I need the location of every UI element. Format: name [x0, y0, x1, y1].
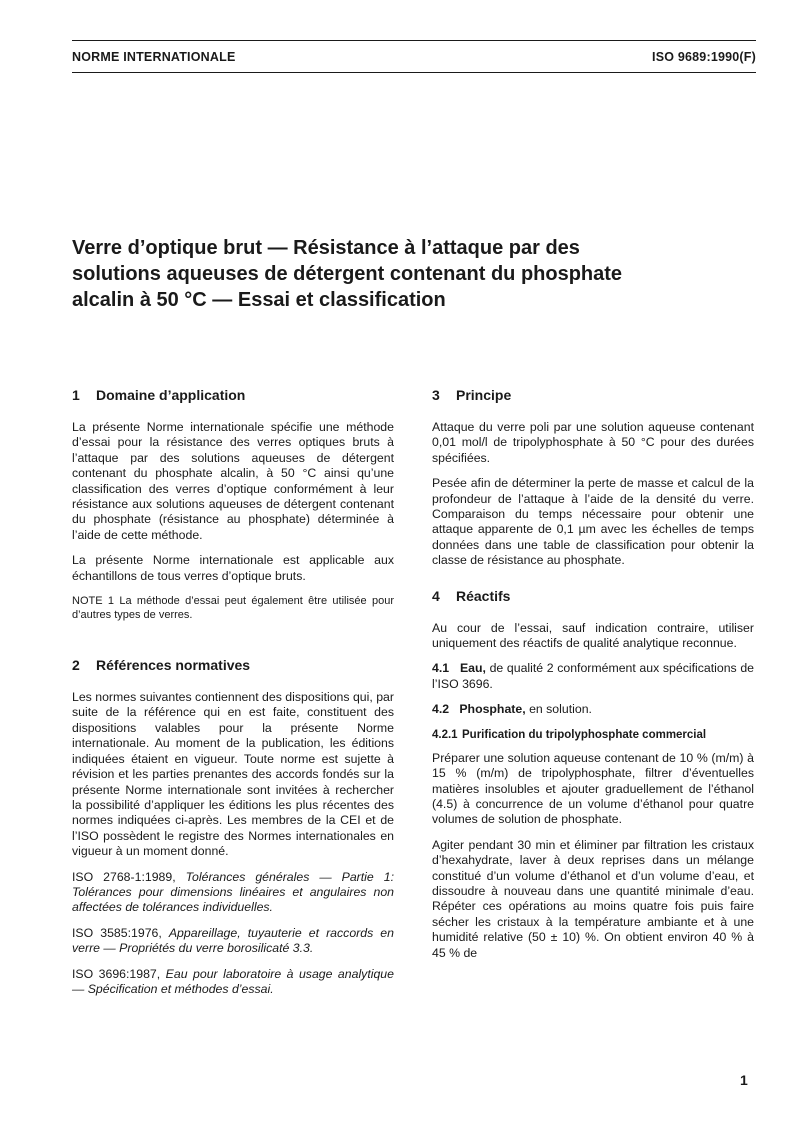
- section-4-1: [432, 661, 754, 692]
- section-1-number: 1: [72, 387, 80, 403]
- section-4-2-1-heading: [432, 728, 754, 743]
- section-4-paragraph-1: Au cour de l’essai, sauf indication contraire, utiliser uniquement des réactifs de qualité analytique reconnue.: [432, 620, 754, 651]
- reference-3-title: Eau pour laboratoire à usage analytique — Spécification et méthodes d’essai.: [72, 966, 394, 996]
- section-1-title: Domaine d’application: [96, 387, 246, 403]
- section-2-heading: [72, 656, 394, 674]
- section-4-2-1-paragraph-1: Préparer une solution aqueuse contenant de 10 % (m/m) à 15 % (m/m) de tripolyphosphate, filtrer d’éventuelles matières insolubles et ajouter graduellement de l’éthanol (4.5) à concurrence de un volume d’éthanol pour quatre volumes de solution de phosphate.: [432, 750, 754, 827]
- section-2-number: 2: [72, 657, 80, 674]
- section-3-paragraph-1: Attaque du verre poli par une solution aqueuse contenant 0,01 mol/l de tripolyphosphate à 50 °C pour des durées spécifiées.: [432, 420, 754, 465]
- section-4-2-text: en solution.: [529, 702, 592, 717]
- page-number: 1: [740, 1072, 748, 1088]
- document-title: [72, 235, 712, 313]
- reference-1-title: Tolérances générales — Partie 1: Tolérances pour dimensions linéaires et angulaires non affectées de tolérances individuelles.: [72, 869, 394, 915]
- spacer: [432, 579, 754, 587]
- page-header: [72, 50, 756, 66]
- header-right: ISO 9689:1990(F): [652, 50, 756, 64]
- section-2-paragraph-1: Les normes suivantes contiennent des dispositions qui, par suite de la référence qui en est faite, constituent des dispositions valables pour la présente Norme internationale. Au moment de la publication, les éditions indiquées étaient en vigueur. Toute norme est sujette à révision et les parties prenantes des accords fondés sur la présente Norme internationale sont invitées à rechercher la possibilité d’appliquer les éditions les plus récentes des normes indiquées ci-après. Les membres de la CEI et de l’ISO possèdent le registre des Normes internationales en vigueur à un moment donné.: [72, 690, 394, 859]
- spacer: [72, 632, 394, 656]
- left-column: [72, 386, 394, 1007]
- section-4-heading: [432, 587, 754, 605]
- header-rule-bottom: [72, 72, 756, 73]
- section-3-paragraph-2: Pesée afin de déterminer la perte de masse et calcul de la profondeur de l’attaque à l’aide de la densité du verre. Comparaison du temps nécessaire pour obtenir une attaque apparente de 0,1 µm avec les échelles de temps données dans une table de classification pour obtenir la classe de résistance au phosphate.: [432, 476, 754, 568]
- section-3-number: 3: [432, 387, 440, 403]
- header-rule-top: [72, 40, 756, 41]
- section-1-paragraph-2: La présente Norme internationale est applicable aux échantillons de tous verres d’optique bruts.: [72, 553, 394, 583]
- section-4-number: 4: [432, 587, 440, 604]
- reference-1: [72, 870, 394, 916]
- section-4-1-text: de qualité 2 conformément aux spécifications de l’ISO 3696.: [432, 661, 755, 691]
- section-4-title: Réactifs: [456, 587, 511, 604]
- section-1-note: NOTE 1 La méthode d’essai peut également être utilisée pour d’autres types de verres.: [72, 595, 394, 622]
- right-column: [432, 386, 754, 971]
- section-3-title: Principe: [456, 387, 512, 403]
- title-line-2: solutions aqueuses de détergent contenant du phosphate: [72, 263, 623, 285]
- reference-3: [72, 967, 394, 998]
- section-4-2-1-number: 4.2.1: [432, 728, 458, 741]
- header-left: NORME INTERNATIONALE: [72, 50, 236, 64]
- section-4-2-title: Phosphate,: [459, 702, 526, 717]
- section-2-title: Références normatives: [96, 657, 251, 674]
- section-4-2: [432, 702, 754, 717]
- reference-3-code: ISO 3696:1987,: [72, 966, 161, 981]
- section-4-2-1-title: Purification du tripolyphosphate commercial: [462, 728, 707, 741]
- section-4-2-1-paragraph-2: Agiter pendant 30 min et éliminer par filtration les cristaux d’hexahydrate, laver à deux reprises dans un mélange constitué d’un volume d’éthanol et d’un volume d’eau, et dissoudre à nouveau dans une quantité minimale d’eau. Répéter ces opérations au moins quatre fois puis faire sécher les cristaux à la température ambiante et à une humidité relative (50 ± 10) %. On obtient environ 40 % à 45 % de: [432, 837, 754, 960]
- title-line-1: Verre d’optique brut — Résistance à l’attaque par des: [72, 237, 580, 259]
- reference-1-code: ISO 2768-1:1989,: [72, 869, 176, 884]
- section-4-1-title: Eau,: [459, 661, 486, 676]
- section-1-paragraph-1: La présente Norme internationale spécifie une méthode d’essai pour la résistance des verres optiques bruts à l’attaque par des solutions aqueuses de détergent contenant du phosphate alcalin, à 50 °C ainsi qu’une classification des verres d’optique conformément à leur résistance aux solutions aqueuses de détergent contenant du phosphate (résistance au phosphate) déterminée à l’aide de cette méthode.: [72, 420, 394, 542]
- title-line-3: alcalin à 50 °C — Essai et classification: [72, 289, 446, 311]
- section-4-1-number: 4.1: [432, 661, 450, 676]
- reference-2-code: ISO 3585:1976,: [72, 925, 162, 940]
- reference-2: [72, 926, 394, 957]
- reference-2-title: Appareillage, tuyauterie et raccords en verre — Propriétés du verre borosilicaté 3.3.: [72, 925, 394, 956]
- section-3-heading: [432, 386, 754, 404]
- section-4-2-number: 4.2: [432, 702, 450, 717]
- section-1-heading: [72, 386, 394, 404]
